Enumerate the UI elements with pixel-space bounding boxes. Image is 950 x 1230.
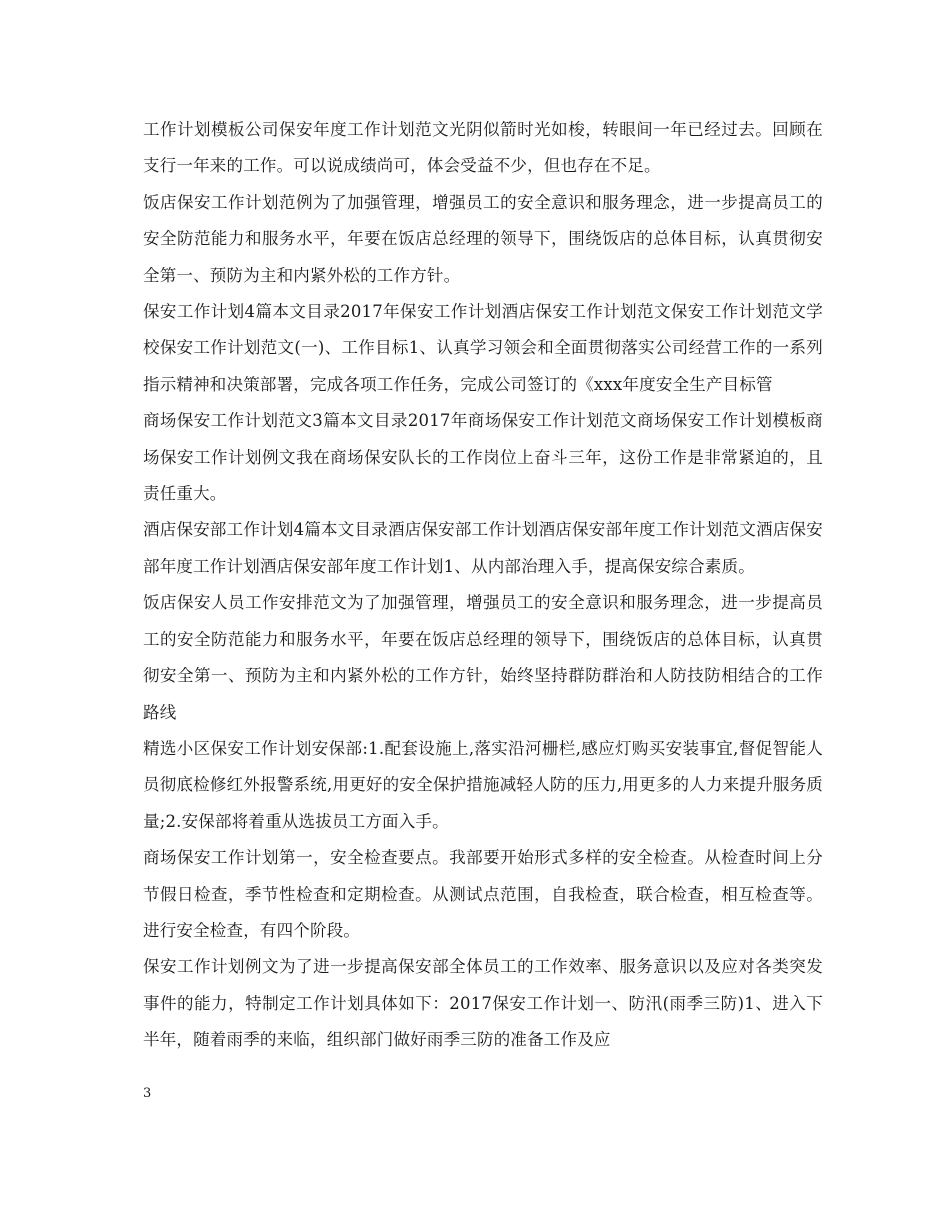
page-number: 3 [143, 1086, 152, 1101]
paragraph-9: 保安工作计划例文为了进一步提高保安部全体员工的工作效率、服务意识以及应对各类突发事件的能力，特制定工作计划具体如下：2017保安工作计划一、防汛(雨季三防)1、进入下半年，随着雨季的来临，组织部门做好雨季三防的准备工作及应 [143, 957, 823, 1050]
paragraph-4: 商场保安工作计划范文3篇本文目录2017年商场保安工作计划范文商场保安工作计划模板商场保安工作计划例文我在商场保安队长的工作岗位上奋斗三年，这份工作是非常紧迫的，且责任重大。 [143, 411, 823, 504]
paragraph-8: 商场保安工作计划第一，安全检查要点。我部要开始形式多样的安全检查。从检查时间上分节假日检查，季节性检查和定期检查。从测试点范围，自我检查，联合检查，相互检查等。进行安全检查，有四个阶段。 [143, 848, 823, 940]
document-body [143, 112, 823, 1059]
paragraph-2: 饭店保安工作计划范例为了加强管理，增强员工的安全意识和服务理念，进一步提高员工的安全防范能力和服务水平，年要在饭店总经理的领导下，围绕饭店的总体目标，认真贯彻安全第一、预防为主和内紧外松的工作方针。 [143, 192, 823, 285]
paragraph-7: 精选小区保安工作计划安保部:1.配套设施上,落实沿河栅栏,感应灯购买安装事宜,督促智能人员彻底检修红外报警系统,用更好的安全保护措施减轻人防的压力,用更多的人力来提升服务质量;2.安保部将着重从选拔员工方面入手。 [143, 738, 823, 831]
paragraph-1: 工作计划模板公司保安年度工作计划范文光阴似箭时光如梭，转眼间一年已经过去。回顾在支行一年来的工作。可以说成绩尚可，体会受益不少，但也存在不足。 [143, 120, 823, 176]
paragraph-3: 保安工作计划4篇本文目录2017年保安工作计划酒店保安工作计划范文保安工作计划范文学校保安工作计划范文(一)、工作目标1、认真学习领会和全面贯彻落实公司经营工作的一系列指示精神和决策部署，完成各项工作任务，完成公司签订的《xxx年度安全生产目标管 [143, 302, 823, 394]
paragraph-5: 酒店保安部工作计划4篇本文目录酒店保安部工作计划酒店保安部年度工作计划范文酒店保安部年度工作计划酒店保安部年度工作计划1、从内部治理入手，提高保安综合素质。 [143, 520, 823, 576]
paragraph-6: 饭店保安人员工作安排范文为了加强管理，增强员工的安全意识和服务理念，进一步提高员工的安全防范能力和服务水平，年要在饭店总经理的领导下，围绕饭店的总体目标，认真贯彻安全第一、预防为主和内紧外松的工作方针，始终坚持群防群治和人防技防相结合的工作路线 [143, 593, 823, 722]
